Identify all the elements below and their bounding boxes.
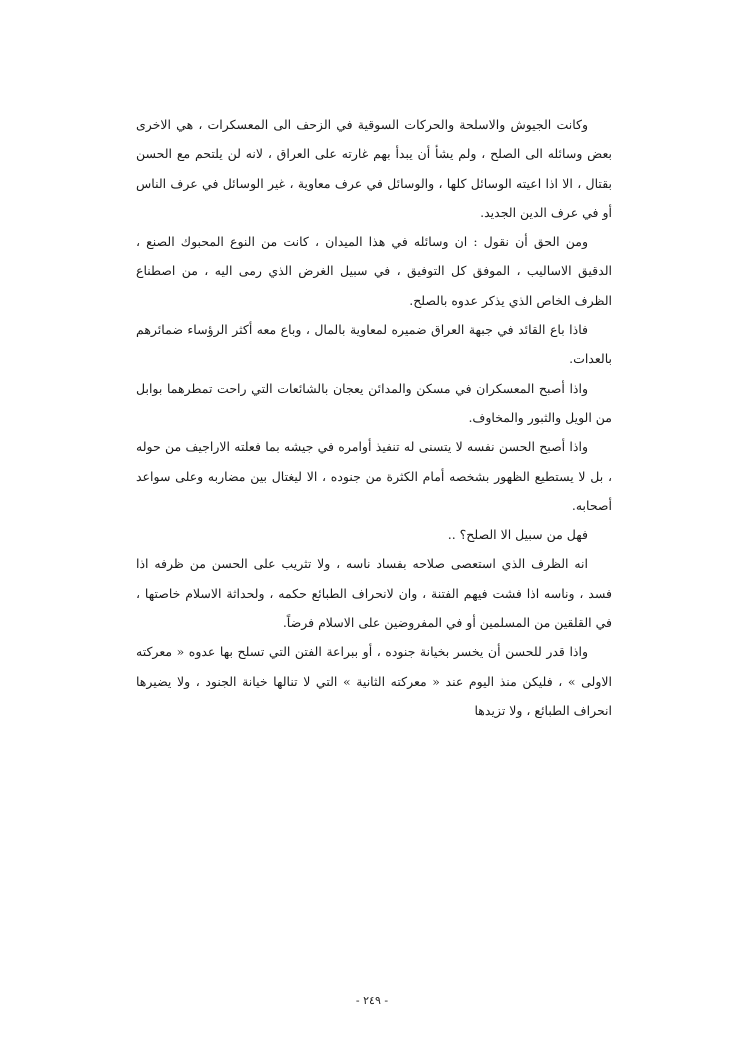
paragraph: فهل من سبيل الا الصلح؟ ..: [447, 527, 588, 543]
paragraph: واذا أصبح الحسن نفسه لا يتسنى له تنفيذ أوامره في جيشه بما فعلته الاراجيف من حوله ، بل لا يستطيع الظهور بشخصه أمام الكثرة من جنوده ، الا ليغتال بين مضاربه وعلى سواعد أصحابه.: [136, 439, 612, 513]
paragraph: واذا أصبح المعسكران في مسكن والمدائن يعجان بالشائعات التي راحت تمطرهما بوابل من الويل والثبور والمخاوف.: [136, 380, 612, 425]
paragraph: انه الظرف الذي استعصى صلاحه بفساد ناسه ، ولا تثريب على الحسن من ظرفه اذا فسد ، وناسه اذا فشت فيهم الفتنة ، وان لانحراف الطبائع حكمه ، ولحداثة الاسلام خاصتها ، في القلقين من المسلمين أو في المفروضين على الاسلام فرضاً.: [136, 556, 612, 631]
body-text: [136, 110, 612, 725]
page-number: - ٢٤٩ -: [355, 994, 389, 1007]
paragraph: وكانت الجيوش والاسلحة والحركات السوقية في الزحف الى المعسكرات ، هي الاخرى بعض وسائله الى الصلح ، ولم يشأ أن يبدأ بهم غارته على العراق ، لانه لن يلتحم مع الحسن بقتال ، الا اذا اعيته الوسائل كلها ، والوسائل في عرف معاوية ، غير الوسائل في عرف الناس أو في عرف الدين الجديد.: [136, 117, 612, 220]
paragraph: ومن الحق أن نقول : ان وسائله في هذا الميدان ، كانت من النوع المحبوك الصنع ، الدقيق الاساليب ، الموفق كل التوفيق ، في سبيل الغرض الذي رمى اليه ، من اصطناع الظرف الخاص الذي يذكر عدوه بالصلح.: [136, 234, 612, 308]
paragraph: واذا قدر للحسن أن يخسر بخيانة جنوده ، أو ببراعة الفتن التي تسلح بها عدوه « معركته الاولى » ، فليكن منذ اليوم عند « معركته الثانية » التي لا تنالها خيانة الجنود ، ولا يضيرها انحراف الطبائع ، ولا تزيدها: [136, 644, 612, 718]
paragraph: فاذا باع القائد في جبهة العراق ضميره لمعاوية بالمال ، وباع معه أكثر الرؤساء ضمائرهم بالعدات.: [136, 322, 612, 367]
